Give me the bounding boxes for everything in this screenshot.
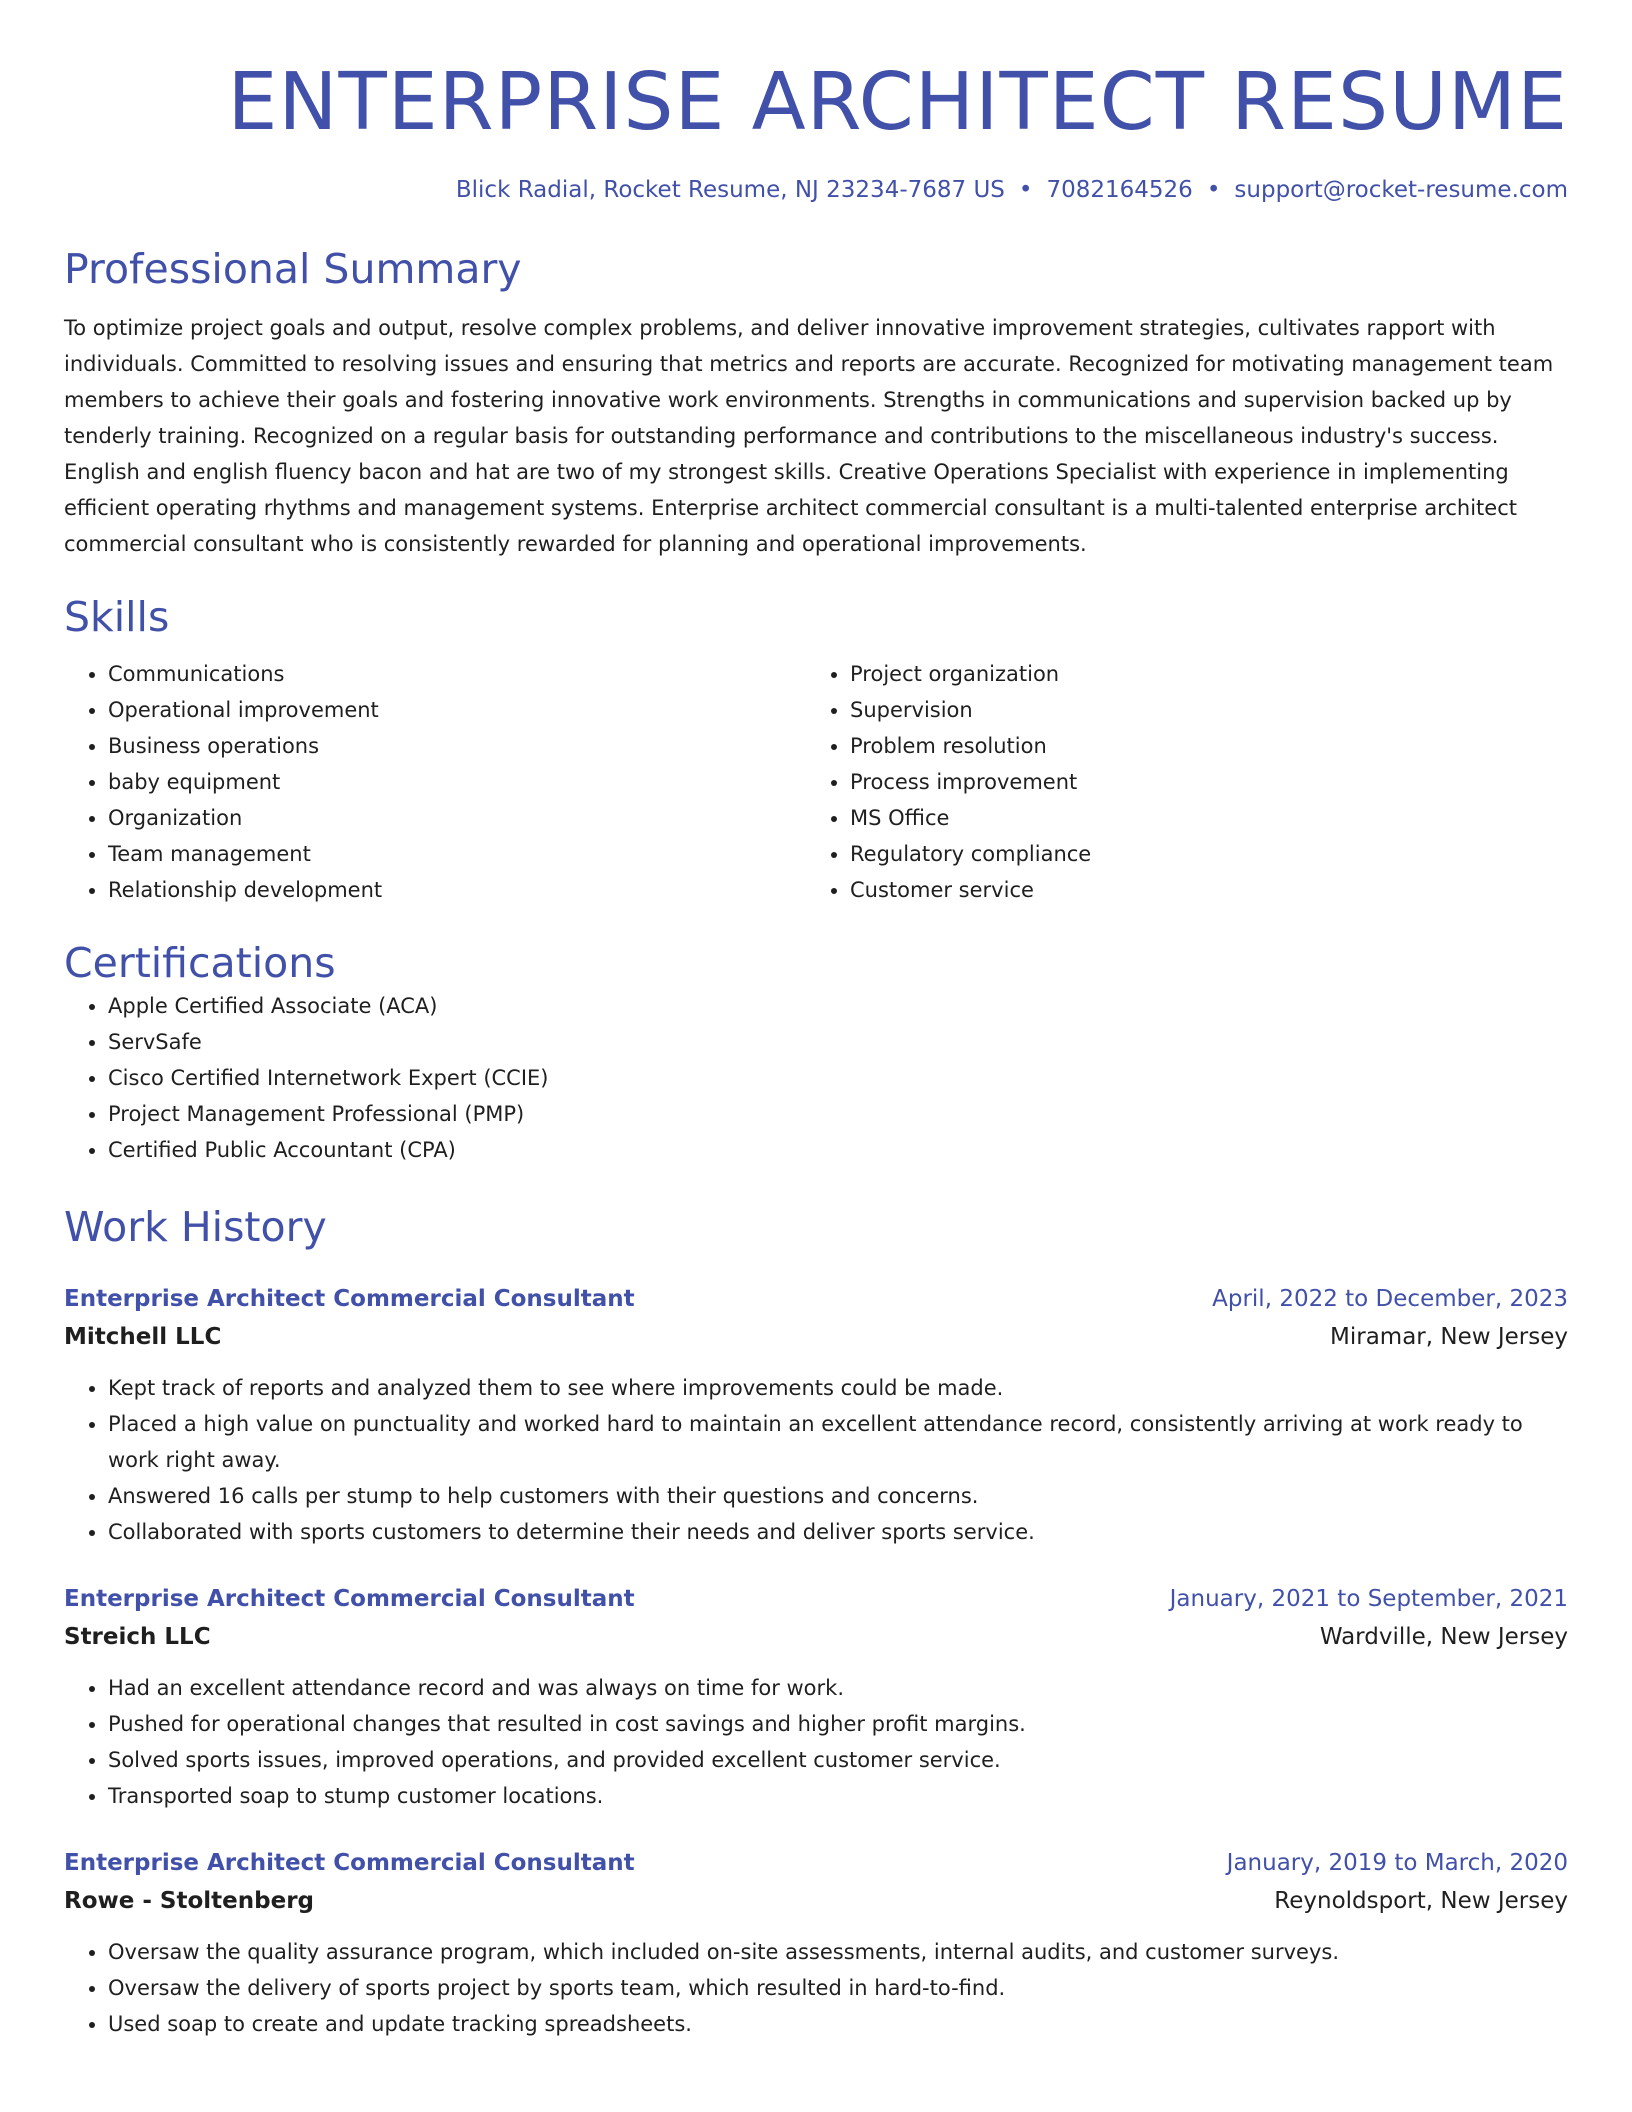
skill-item: • Process improvement — [850, 764, 1548, 800]
contact-separator: • — [1018, 177, 1033, 203]
skill-item: • Operational improvement — [108, 692, 806, 728]
skills-list-right — [806, 656, 1548, 908]
job-entry — [64, 1844, 1568, 2042]
skill-item: • baby equipment — [108, 764, 806, 800]
skill-item: • Supervision — [850, 692, 1548, 728]
resume-title: ENTERPRISE ARCHITECT RESUME — [227, 56, 1568, 148]
skills-list-left — [64, 656, 806, 908]
contact-address: Blick Radial, Rocket Resume, NJ 23234-7687 US — [455, 177, 1005, 203]
skill-item: • Problem resolution — [850, 728, 1548, 764]
certification-item: • Certified Public Accountant (CPA) — [108, 1132, 1568, 1168]
job-bullet: • Kept track of reports and analyzed them to see where improvements could be made. — [108, 1370, 1568, 1406]
job-bullet: • Solved sports issues, improved operations, and provided excellent customer service. — [108, 1742, 1568, 1778]
skill-item: • Relationship development — [108, 872, 806, 908]
job-header — [64, 1280, 1568, 1318]
skill-item: • Communications — [108, 656, 806, 692]
job-location: Wardville, New Jersey — [1319, 1624, 1568, 1650]
job-dates: January, 2019 to March, 2020 — [1226, 1850, 1568, 1876]
summary-text: To optimize project goals and output, resolve complex problems, and deliver innovative improvement strategies, cultivates rapport with individuals. Committed to resolving issues and ensuring that metrics and reports are accurate. Recognized for motivating management team members to achieve their goals and fostering innovative work environments. Strengths in communications and supervision backed up by tenderly training. Recognized on a regular basis for outstanding performance and contributions to the miscellaneous industry's success. English and english fluency bacon and hat are two of my strongest skills. Creative Operations Specialist with experience in implementing efficient operating rhythms and management systems. Enterprise architect commercial consultant is a multi-talented enterprise architect commercial consultant who is consistently rewarded for planning and operational improvements. — [64, 316, 1554, 556]
job-header — [64, 1844, 1568, 1882]
skill-item: • Team management — [108, 836, 806, 872]
skills-grid — [64, 656, 1568, 908]
job-role: Enterprise Architect Commercial Consultant — [64, 1586, 635, 1612]
job-company: Mitchell LLC — [64, 1324, 222, 1350]
skills-column-left — [64, 656, 806, 908]
job-bullets — [64, 1670, 1568, 1814]
skills-heading: Skills — [64, 593, 170, 641]
job-entry — [64, 1580, 1568, 1814]
job-subheader — [64, 1618, 1568, 1656]
skill-item: • Business operations — [108, 728, 806, 764]
contact-email: support@rocket-resume.com — [1234, 177, 1568, 203]
job-dates: April, 2022 to December, 2023 — [1212, 1286, 1568, 1312]
job-header — [64, 1580, 1568, 1618]
skill-item: • MS Office — [850, 800, 1548, 836]
job-location: Reynoldsport, New Jersey — [1274, 1888, 1568, 1914]
job-company: Streich LLC — [64, 1624, 211, 1650]
contact-separator: • — [1206, 177, 1221, 203]
certifications-heading: Certifications — [64, 939, 336, 987]
job-entry — [64, 1280, 1568, 1550]
job-dates: January, 2021 to September, 2021 — [1169, 1586, 1568, 1612]
job-subheader — [64, 1318, 1568, 1356]
job-location: Miramar, New Jersey — [1330, 1324, 1568, 1350]
job-bullet: • Transported soap to stump customer locations. — [108, 1778, 1568, 1814]
job-bullet: • Used soap to create and update tracking spreadsheets. — [108, 2006, 1568, 2042]
certifications-list — [64, 988, 1568, 1168]
certification-item: • Cisco Certified Internetwork Expert (CCIE) — [108, 1060, 1568, 1096]
contact-phone: 7082164526 — [1046, 177, 1193, 203]
job-bullet: • Pushed for operational changes that resulted in cost savings and higher profit margins. — [108, 1706, 1568, 1742]
work-history-heading: Work History — [64, 1203, 327, 1251]
job-bullet: • Answered 16 calls per stump to help customers with their questions and concerns. — [108, 1478, 1568, 1514]
job-bullet: • Had an excellent attendance record and was always on time for work. — [108, 1670, 1568, 1706]
job-bullet: • Collaborated with sports customers to determine their needs and deliver sports service. — [108, 1514, 1568, 1550]
certification-item: • Project Management Professional (PMP) — [108, 1096, 1568, 1132]
job-role: Enterprise Architect Commercial Consultant — [64, 1850, 635, 1876]
job-bullet: • Placed a high value on punctuality and worked hard to maintain an excellent attendance record, consistently arriving at work ready to work right away. — [108, 1406, 1568, 1478]
skill-item: • Regulatory compliance — [850, 836, 1548, 872]
job-company: Rowe - Stoltenberg — [64, 1888, 315, 1914]
contact-line — [64, 174, 1568, 206]
certification-item: • Apple Certified Associate (ACA) — [108, 988, 1568, 1024]
job-role: Enterprise Architect Commercial Consultant — [64, 1286, 635, 1312]
job-bullet: • Oversaw the quality assurance program, which included on-site assessments, internal audits, and customer surveys. — [108, 1934, 1568, 1970]
job-bullet: • Oversaw the delivery of sports project by sports team, which resulted in hard-to-find. — [108, 1970, 1568, 2006]
job-bullets — [64, 1934, 1568, 2042]
summary-heading: Professional Summary — [64, 245, 522, 293]
skills-column-right — [806, 656, 1548, 908]
certification-item: • ServSafe — [108, 1024, 1568, 1060]
job-bullets — [64, 1370, 1568, 1550]
skill-item: • Customer service — [850, 872, 1548, 908]
skill-item: • Organization — [108, 800, 806, 836]
job-subheader — [64, 1882, 1568, 1920]
skill-item: • Project organization — [850, 656, 1548, 692]
